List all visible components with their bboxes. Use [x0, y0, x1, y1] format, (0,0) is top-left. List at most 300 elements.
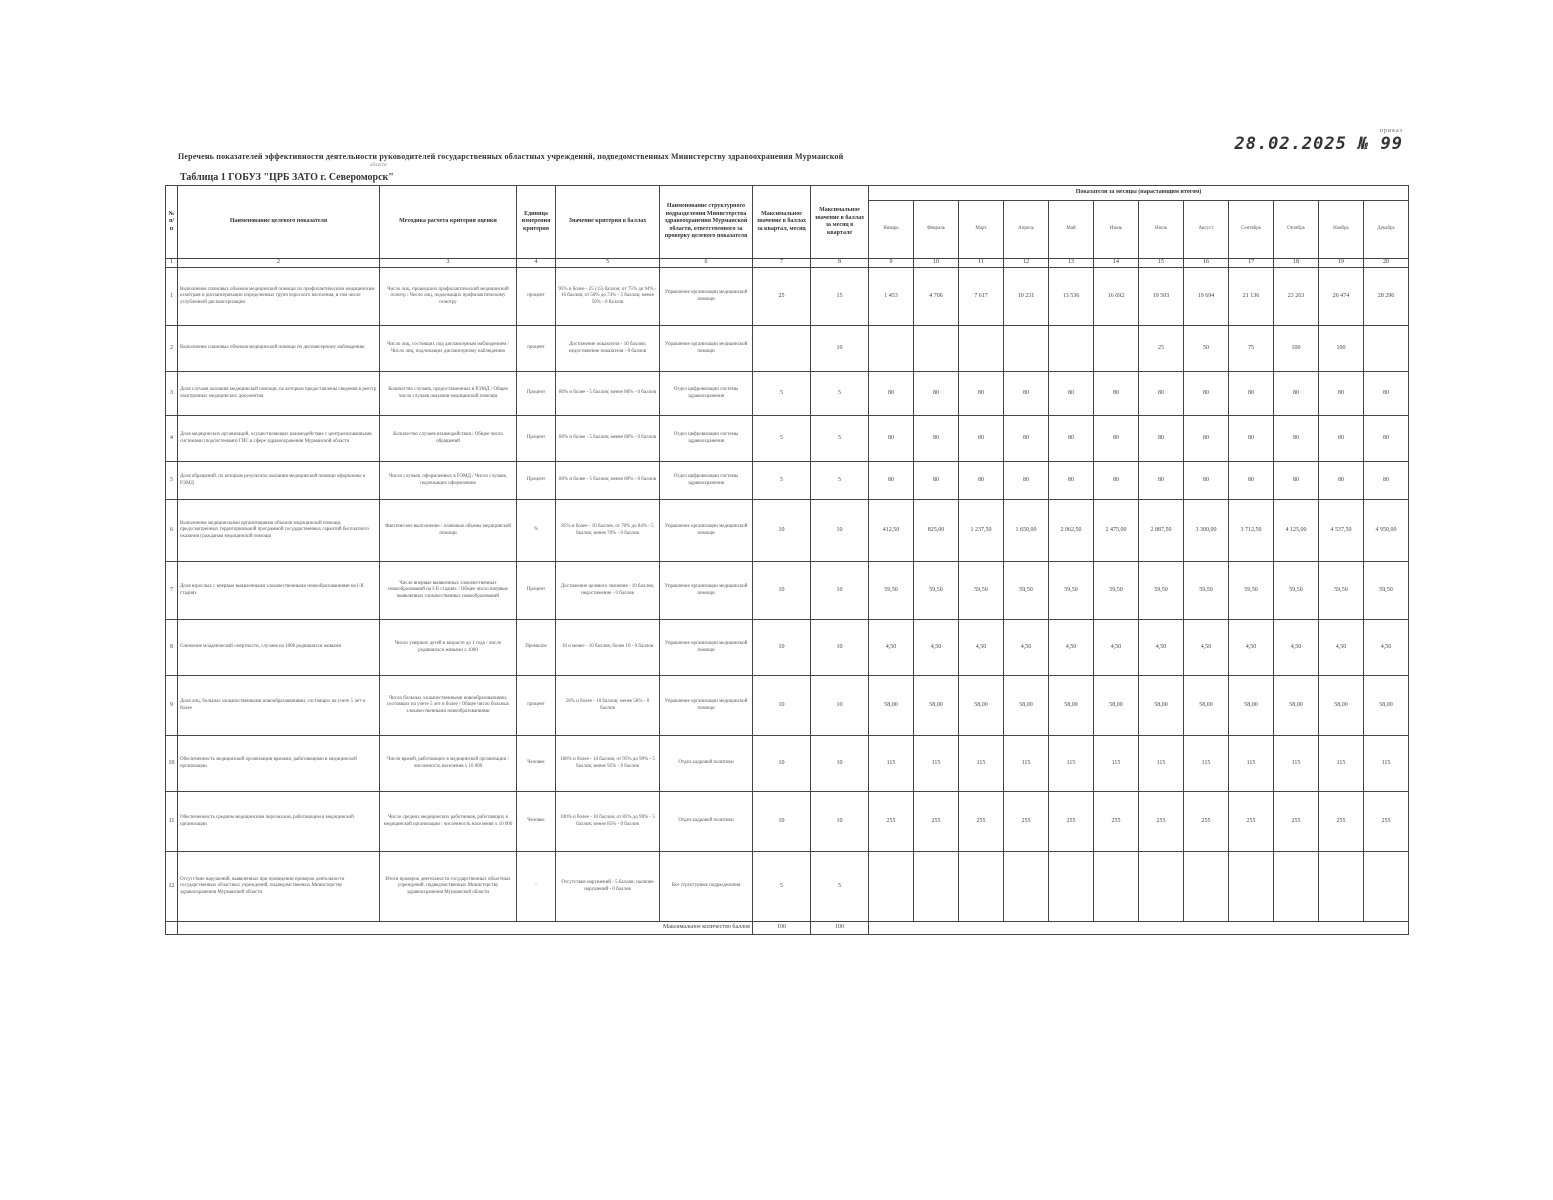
responsible-department: Все структурные подразделения — [660, 852, 753, 922]
month-value: 59,50 — [1229, 562, 1274, 620]
criteria-points: Достижение целевого значения - 10 баллов; недостижение - 0 баллов — [556, 562, 660, 620]
month-value: 4,50 — [1184, 620, 1229, 676]
month-value: 59,50 — [1049, 562, 1094, 620]
max-points: 10 — [753, 500, 811, 562]
month-value: 2 887,50 — [1139, 500, 1184, 562]
month-value: 4,50 — [959, 620, 1004, 676]
approval-stamp — [1234, 128, 1403, 154]
row-number: 10 — [166, 736, 178, 792]
row-number: 1 — [166, 268, 178, 326]
column-number: 4 — [517, 259, 556, 268]
month-value: 58,00 — [1049, 676, 1094, 736]
header-dept: Наименование структурного подразделения Министерства здравоохранения Мурманской области, ответственного за проверку целевого показателя — [660, 186, 753, 259]
table-row — [166, 852, 1409, 922]
month-value: 255 — [1004, 792, 1049, 852]
month-value: 115 — [959, 736, 1004, 792]
header-month: Февраль — [914, 201, 959, 259]
responsible-department: Отдел кадровой политики — [660, 736, 753, 792]
month-value: 21 136 — [1229, 268, 1274, 326]
month-value: 75 — [1229, 326, 1274, 372]
month-value — [869, 852, 914, 922]
month-value: 80 — [1184, 416, 1229, 462]
month-value — [1184, 852, 1229, 922]
month-max-points: 10 — [811, 736, 869, 792]
indicator-name: Доля случаев оказания медицинской помощи, по которым предоставлены сведения в реестр электронных медицинских документов — [178, 372, 380, 416]
column-number: 7 — [753, 259, 811, 268]
month-value: 58,00 — [1274, 676, 1319, 736]
month-value: 58,00 — [869, 676, 914, 736]
row-number: 7 — [166, 562, 178, 620]
criteria-points: 58% и более - 10 баллов; менее 58% - 0 баллов — [556, 676, 660, 736]
calculation-method: Число больных злокачественными новообразованиями, состоящих на учете 5 лет и более / Общее число больных злокачественными новообразованиями — [380, 676, 517, 736]
column-number: 14 — [1094, 259, 1139, 268]
criteria-points: 85% и более - 10 баллов; от 70% до 84% - 5 баллов; менее 70% - 0 баллов — [556, 500, 660, 562]
header-month: Январь — [869, 201, 914, 259]
month-value: 58,00 — [959, 676, 1004, 736]
month-value: 80 — [1364, 416, 1409, 462]
month-value: 59,50 — [1184, 562, 1229, 620]
month-value: 100 — [1274, 326, 1319, 372]
month-value: 80 — [1319, 372, 1364, 416]
document-subtitle: области — [370, 163, 387, 168]
month-value: 4,50 — [914, 620, 959, 676]
month-value: 80 — [914, 462, 959, 500]
indicator-name: Обеспеченность средним медицинским персоналом, работающим в медицинской организации — [178, 792, 380, 852]
month-value: 7 617 — [959, 268, 1004, 326]
month-value — [1094, 852, 1139, 922]
month-value: 80 — [1049, 372, 1094, 416]
calculation-method: Количество случаев, предоставленных в РЭМД / Общее число случаев оказания медицинской помощи — [380, 372, 517, 416]
max-points: 5 — [753, 852, 811, 922]
month-value: 1 237,50 — [959, 500, 1004, 562]
month-value: 80 — [1229, 416, 1274, 462]
column-number: 8 — [811, 259, 869, 268]
month-value: 115 — [1319, 736, 1364, 792]
calculation-method: Число впервые выявленных злокачественных новообразований на I-II стадиях / Общее число впервые выявленных злокачественных новообразований — [380, 562, 517, 620]
month-value: 80 — [869, 462, 914, 500]
month-value — [959, 852, 1004, 922]
month-value: 4,50 — [1049, 620, 1094, 676]
month-value: 4 125,00 — [1274, 500, 1319, 562]
month-value — [1229, 852, 1274, 922]
month-value: 59,50 — [959, 562, 1004, 620]
month-value: 80 — [1274, 462, 1319, 500]
max-points: 5 — [753, 416, 811, 462]
calculation-method: Число лиц, прошедших профилактический медицинский осмотр / Число лиц, подлежащих профилактическому осмотру — [380, 268, 517, 326]
month-value: 59,50 — [1004, 562, 1049, 620]
month-value — [1049, 326, 1094, 372]
month-value: 59,50 — [914, 562, 959, 620]
column-number: 11 — [959, 259, 1004, 268]
month-value: 80 — [1319, 462, 1364, 500]
header-unit: Единица измерения критерия — [517, 186, 556, 259]
responsible-department: Управление организации медицинской помощи — [660, 620, 753, 676]
responsible-department: Управление организации медицинской помощи — [660, 562, 753, 620]
month-value: 58,00 — [1364, 676, 1409, 736]
month-value: 80 — [1319, 416, 1364, 462]
month-value — [1364, 852, 1409, 922]
table-row — [166, 620, 1409, 676]
month-value: 825,00 — [914, 500, 959, 562]
header-month: Апрель — [1004, 201, 1049, 259]
month-value: 59,50 — [1274, 562, 1319, 620]
month-value — [1364, 326, 1409, 372]
month-value: 23 263 — [1274, 268, 1319, 326]
month-value: 58,00 — [1004, 676, 1049, 736]
indicator-name: Доля лиц, больных злокачественными новообразованиями, состоящих на учете 5 лет и более — [178, 676, 380, 736]
header-calc: Методика расчета критерия оценки — [380, 186, 517, 259]
total-row — [166, 922, 1409, 935]
month-value: 255 — [959, 792, 1004, 852]
calculation-method: Число случаев, оформленных в РЭМД / Число случаев, подлежащих оформлению — [380, 462, 517, 500]
indicator-name: Отсутствие нарушений, выявленных при проведении проверок деятельности государственных областных учреждений, подведомственных Министерству здравоохранения Мурманской области — [178, 852, 380, 922]
unit: процент — [517, 676, 556, 736]
max-points: 10 — [753, 562, 811, 620]
month-value: 80 — [1004, 462, 1049, 500]
responsible-department: Отдел цифровизации системы здравоохранения — [660, 462, 753, 500]
row-number: 9 — [166, 676, 178, 736]
total-max: 100 — [753, 922, 811, 935]
month-value: 80 — [1184, 462, 1229, 500]
indicator-name: Доля взрослых с впервые выявленными злокачественными новообразованиями на I-II стадиях — [178, 562, 380, 620]
month-value: 255 — [1274, 792, 1319, 852]
month-value: 255 — [1049, 792, 1094, 852]
month-value: 80 — [1274, 372, 1319, 416]
month-value: 4,50 — [1094, 620, 1139, 676]
calculation-method: Фактическое выполнение / плановые объемы медицинской помощи — [380, 500, 517, 562]
indicator-name: Выполнение плановых объемов медицинской помощи по диспансерному наблюдению — [178, 326, 380, 372]
column-number: 6 — [660, 259, 753, 268]
responsible-department: Управление организации медицинской помощи — [660, 326, 753, 372]
header-month: Июнь — [1094, 201, 1139, 259]
month-value: 4,50 — [1139, 620, 1184, 676]
total-label: Максимальное количество баллов — [178, 922, 753, 935]
month-value: 115 — [914, 736, 959, 792]
month-value — [1094, 326, 1139, 372]
column-number: 3 — [380, 259, 517, 268]
indicator-name: Выполнение медицинскими организациями объемов медицинской помощи, предусмотренных территориальной программой государственных гарантий бесплатного оказания гражданам медицинской помощи — [178, 500, 380, 562]
column-number: 2 — [178, 259, 380, 268]
column-number: 16 — [1184, 259, 1229, 268]
unit: Человек — [517, 792, 556, 852]
month-value: 59,50 — [869, 562, 914, 620]
unit: Процент — [517, 462, 556, 500]
month-value: 80 — [914, 372, 959, 416]
month-value: 3 712,50 — [1229, 500, 1274, 562]
column-number: 18 — [1274, 259, 1319, 268]
column-number: 15 — [1139, 259, 1184, 268]
month-value: 58,00 — [1184, 676, 1229, 736]
responsible-department: Отдел кадровой политики — [660, 792, 753, 852]
table-row — [166, 736, 1409, 792]
table-row — [166, 676, 1409, 736]
month-value: 4,50 — [1004, 620, 1049, 676]
month-value: 80 — [1004, 416, 1049, 462]
column-number: 13 — [1049, 259, 1094, 268]
month-value — [1004, 326, 1049, 372]
header-month: Сентябрь — [1229, 201, 1274, 259]
month-value: 59,50 — [1094, 562, 1139, 620]
row-number: 11 — [166, 792, 178, 852]
month-value: 115 — [1004, 736, 1049, 792]
header-month: Май — [1049, 201, 1094, 259]
month-value: 80 — [914, 416, 959, 462]
month-value: 13 536 — [1049, 268, 1094, 326]
month-value: 115 — [1049, 736, 1094, 792]
month-value: 412,50 — [869, 500, 914, 562]
calculation-method: Количество случаев взаимодействия / Общее число обращений — [380, 416, 517, 462]
month-value: 4,50 — [869, 620, 914, 676]
month-value: 16 692 — [1094, 268, 1139, 326]
criteria-points: Отсутствие нарушений - 5 баллов; наличие нарушений - 0 баллов — [556, 852, 660, 922]
row-number: 6 — [166, 500, 178, 562]
month-value: 4,50 — [1229, 620, 1274, 676]
month-value: 26 474 — [1319, 268, 1364, 326]
max-points: 25 — [753, 268, 811, 326]
indicator-name: Доля обращений, по которым результаты оказания медицинской помощи оформлены в РЭМД — [178, 462, 380, 500]
table-row — [166, 268, 1409, 326]
month-value — [959, 326, 1004, 372]
month-value: 80 — [1049, 462, 1094, 500]
month-value: 115 — [1139, 736, 1184, 792]
table-row — [166, 462, 1409, 500]
month-value: 80 — [1139, 416, 1184, 462]
month-value: 80 — [1274, 416, 1319, 462]
month-value: 58,00 — [1229, 676, 1274, 736]
unit: % — [517, 500, 556, 562]
month-value — [1139, 852, 1184, 922]
month-value: 3 300,00 — [1184, 500, 1229, 562]
responsible-department: Управление организации медицинской помощи — [660, 268, 753, 326]
header-month: Октябрь — [1274, 201, 1319, 259]
header-max-points: Максимальное значение в баллах за квартал, месяц — [753, 186, 811, 259]
column-number: 1 — [166, 259, 178, 268]
month-value: 255 — [914, 792, 959, 852]
max-points: 10 — [753, 676, 811, 736]
header-indicator: Наименование целевого показателя — [178, 186, 380, 259]
month-value: 255 — [1184, 792, 1229, 852]
month-value: 255 — [1319, 792, 1364, 852]
month-value: 80 — [1364, 462, 1409, 500]
column-number: 20 — [1364, 259, 1409, 268]
month-max-points: 10 — [811, 792, 869, 852]
header-month: Август — [1184, 201, 1229, 259]
month-value: 80 — [959, 416, 1004, 462]
month-max-points: 10 — [811, 500, 869, 562]
month-value: 80 — [1139, 372, 1184, 416]
month-value: 255 — [1139, 792, 1184, 852]
table-header — [166, 186, 1409, 268]
indicator-name: Выполнение плановых объемов медицинской помощи по профилактическим медицинским осмотрам и диспансеризации определенных групп взрослого населения, в том числе углубленной диспансеризации — [178, 268, 380, 326]
month-max-points: 10 — [811, 676, 869, 736]
unit: - — [517, 852, 556, 922]
table-name: Таблица 1 ГОБУЗ "ЦРБ ЗАТО г. Североморск" — [180, 172, 394, 183]
month-value: 255 — [869, 792, 914, 852]
criteria-points: 100% и более - 10 баллов; от 85% до 99% - 5 баллов; менее 85% - 0 баллов — [556, 792, 660, 852]
month-value: 80 — [1364, 372, 1409, 416]
month-value: 80 — [1139, 462, 1184, 500]
row-number: 8 — [166, 620, 178, 676]
table-body — [166, 268, 1409, 922]
criteria-points: Достижение показателя - 10 баллов; недостижение показателя - 0 баллов — [556, 326, 660, 372]
month-value: 100 — [1319, 326, 1364, 372]
month-value: 58,00 — [914, 676, 959, 736]
table-row — [166, 562, 1409, 620]
header-month: Ноябрь — [1319, 201, 1364, 259]
row-number: 5 — [166, 462, 178, 500]
month-value: 115 — [1094, 736, 1139, 792]
calculation-method: Итоги проверок деятельности государственных областных учреждений, подведомственных Министерству здравоохранения Мурманской области — [380, 852, 517, 922]
table-row — [166, 792, 1409, 852]
column-number: 9 — [869, 259, 914, 268]
indicator-name: Снижение младенческой смертности, случаев на 1000 родившихся живыми — [178, 620, 380, 676]
table-row — [166, 416, 1409, 462]
document-title: Перечень показателей эффективности деятельности руководителей государственных областных учреждений, подведомственных Министерству здравоохранения Мурманской — [178, 152, 844, 161]
month-max-points: 5 — [811, 416, 869, 462]
calculation-method: Число врачей, работающих в медицинской организации / численность населения x 10 000 — [380, 736, 517, 792]
month-value — [1319, 852, 1364, 922]
month-value: 80 — [1094, 416, 1139, 462]
table-row — [166, 500, 1409, 562]
column-number: 19 — [1319, 259, 1364, 268]
responsible-department: Отдел цифровизации системы здравоохранения — [660, 372, 753, 416]
responsible-department: Управление организации медицинской помощи — [660, 500, 753, 562]
month-max-points: 15 — [811, 268, 869, 326]
max-points: 10 — [753, 792, 811, 852]
month-max-points: 5 — [811, 462, 869, 500]
total-month-max: 100 — [811, 922, 869, 935]
month-value: 58,00 — [1139, 676, 1184, 736]
month-value: 1 453 — [869, 268, 914, 326]
column-number: 5 — [556, 259, 660, 268]
month-value — [914, 852, 959, 922]
month-max-points: 10 — [811, 562, 869, 620]
month-value: 4 706 — [914, 268, 959, 326]
column-numbers-row — [166, 259, 1409, 268]
indicators-table — [165, 185, 1409, 935]
month-max-points: 10 — [811, 326, 869, 372]
month-value: 4,50 — [1274, 620, 1319, 676]
month-value: 19 694 — [1184, 268, 1229, 326]
month-value: 80 — [869, 372, 914, 416]
month-value: 2 475,00 — [1094, 500, 1139, 562]
unit: процент — [517, 326, 556, 372]
header-criteria: Значение критерия в баллах — [556, 186, 660, 259]
unit: Промилле — [517, 620, 556, 676]
criteria-points: 80% и более - 5 баллов; менее 80% - 0 баллов — [556, 372, 660, 416]
month-value: 4,50 — [1319, 620, 1364, 676]
month-value: 10 231 — [1004, 268, 1049, 326]
month-value: 115 — [1274, 736, 1319, 792]
month-value — [1274, 852, 1319, 922]
month-value: 115 — [1184, 736, 1229, 792]
month-value: 19 503 — [1139, 268, 1184, 326]
header-month: Декабрь — [1364, 201, 1409, 259]
month-value: 80 — [959, 462, 1004, 500]
criteria-points: 80% и более - 5 баллов; менее 80% - 0 баллов — [556, 416, 660, 462]
month-value: 80 — [1229, 462, 1274, 500]
criteria-points: 100% и более - 10 баллов; от 95% до 99% - 5 баллов; менее 95% - 0 баллов — [556, 736, 660, 792]
month-value: 4 537,50 — [1319, 500, 1364, 562]
header-month: Июль — [1139, 201, 1184, 259]
month-value: 28 296 — [1364, 268, 1409, 326]
calculation-method: Число умерших детей в возрасте до 1 года / число родившихся живыми x 1000 — [380, 620, 517, 676]
month-value: 80 — [1184, 372, 1229, 416]
month-value: 80 — [959, 372, 1004, 416]
header-num: № п/п — [166, 186, 178, 259]
responsible-department: Управление организации медицинской помощи — [660, 676, 753, 736]
month-value: 1 650,00 — [1004, 500, 1049, 562]
month-value — [1049, 852, 1094, 922]
table-row — [166, 326, 1409, 372]
row-number: 3 — [166, 372, 178, 416]
row-number: 4 — [166, 416, 178, 462]
header-month: Март — [959, 201, 1004, 259]
criteria-points: 10 и менее - 10 баллов; более 10 - 0 баллов — [556, 620, 660, 676]
unit: Процент — [517, 416, 556, 462]
table-row — [166, 372, 1409, 416]
max-points: 10 — [753, 620, 811, 676]
month-value: 25 — [1139, 326, 1184, 372]
month-value: 80 — [1094, 372, 1139, 416]
responsible-department: Отдел цифровизации системы здравоохранения — [660, 416, 753, 462]
month-value — [1004, 852, 1049, 922]
month-value: 4,50 — [1364, 620, 1409, 676]
criteria-points: 95% и более - 25 (15) баллов; от 75% до 94% - 10 баллов; от 50% до 74% - 5 баллов; менее 50% - 0 баллов — [556, 268, 660, 326]
month-value — [914, 326, 959, 372]
max-points: 5 — [753, 462, 811, 500]
month-value: 80 — [869, 416, 914, 462]
column-number: 12 — [1004, 259, 1049, 268]
month-value: 58,00 — [1319, 676, 1364, 736]
indicator-name: Доля медицинских организаций, осуществляющих взаимодействие с централизованными системами (подсистемами) ГИС в сфере здравоохранения Мурманской области — [178, 416, 380, 462]
month-value: 59,50 — [1139, 562, 1184, 620]
unit: процент — [517, 268, 556, 326]
column-number: 17 — [1229, 259, 1274, 268]
month-value: 255 — [1364, 792, 1409, 852]
max-points — [753, 326, 811, 372]
month-value: 2 062,50 — [1049, 500, 1094, 562]
month-max-points: 5 — [811, 852, 869, 922]
header-months-group: Показатели за месяцы (нарастающим итогом) — [869, 186, 1409, 201]
unit: Процент — [517, 562, 556, 620]
unit: Процент — [517, 372, 556, 416]
month-max-points: 5 — [811, 372, 869, 416]
month-value: 59,50 — [1319, 562, 1364, 620]
month-value: 4 950,00 — [1364, 500, 1409, 562]
row-number: 2 — [166, 326, 178, 372]
criteria-points: 80% и более - 5 баллов; менее 80% - 0 баллов — [556, 462, 660, 500]
month-value: 115 — [1364, 736, 1409, 792]
month-value: 80 — [1004, 372, 1049, 416]
indicator-name: Обеспеченность медицинской организации врачами, работающими в медицинской организации — [178, 736, 380, 792]
month-value: 59,50 — [1364, 562, 1409, 620]
month-value — [869, 326, 914, 372]
month-value: 115 — [869, 736, 914, 792]
stamp-number: 28.02.2025 № 99 — [1234, 134, 1403, 154]
row-number: 12 — [166, 852, 178, 922]
calculation-method: Число лиц, состоящих под диспансерным наблюдением / Число лиц, подлежащих диспансерному наблюдению — [380, 326, 517, 372]
month-value: 115 — [1229, 736, 1274, 792]
stamp-caption: приказ — [1379, 128, 1403, 134]
calculation-method: Число средних медицинских работников, работающих в медицинской организации / численность населения x 10 000 — [380, 792, 517, 852]
unit: Человек — [517, 736, 556, 792]
month-value: 58,00 — [1094, 676, 1139, 736]
max-points: 10 — [753, 736, 811, 792]
month-value: 50 — [1184, 326, 1229, 372]
column-number: 10 — [914, 259, 959, 268]
month-max-points: 10 — [811, 620, 869, 676]
